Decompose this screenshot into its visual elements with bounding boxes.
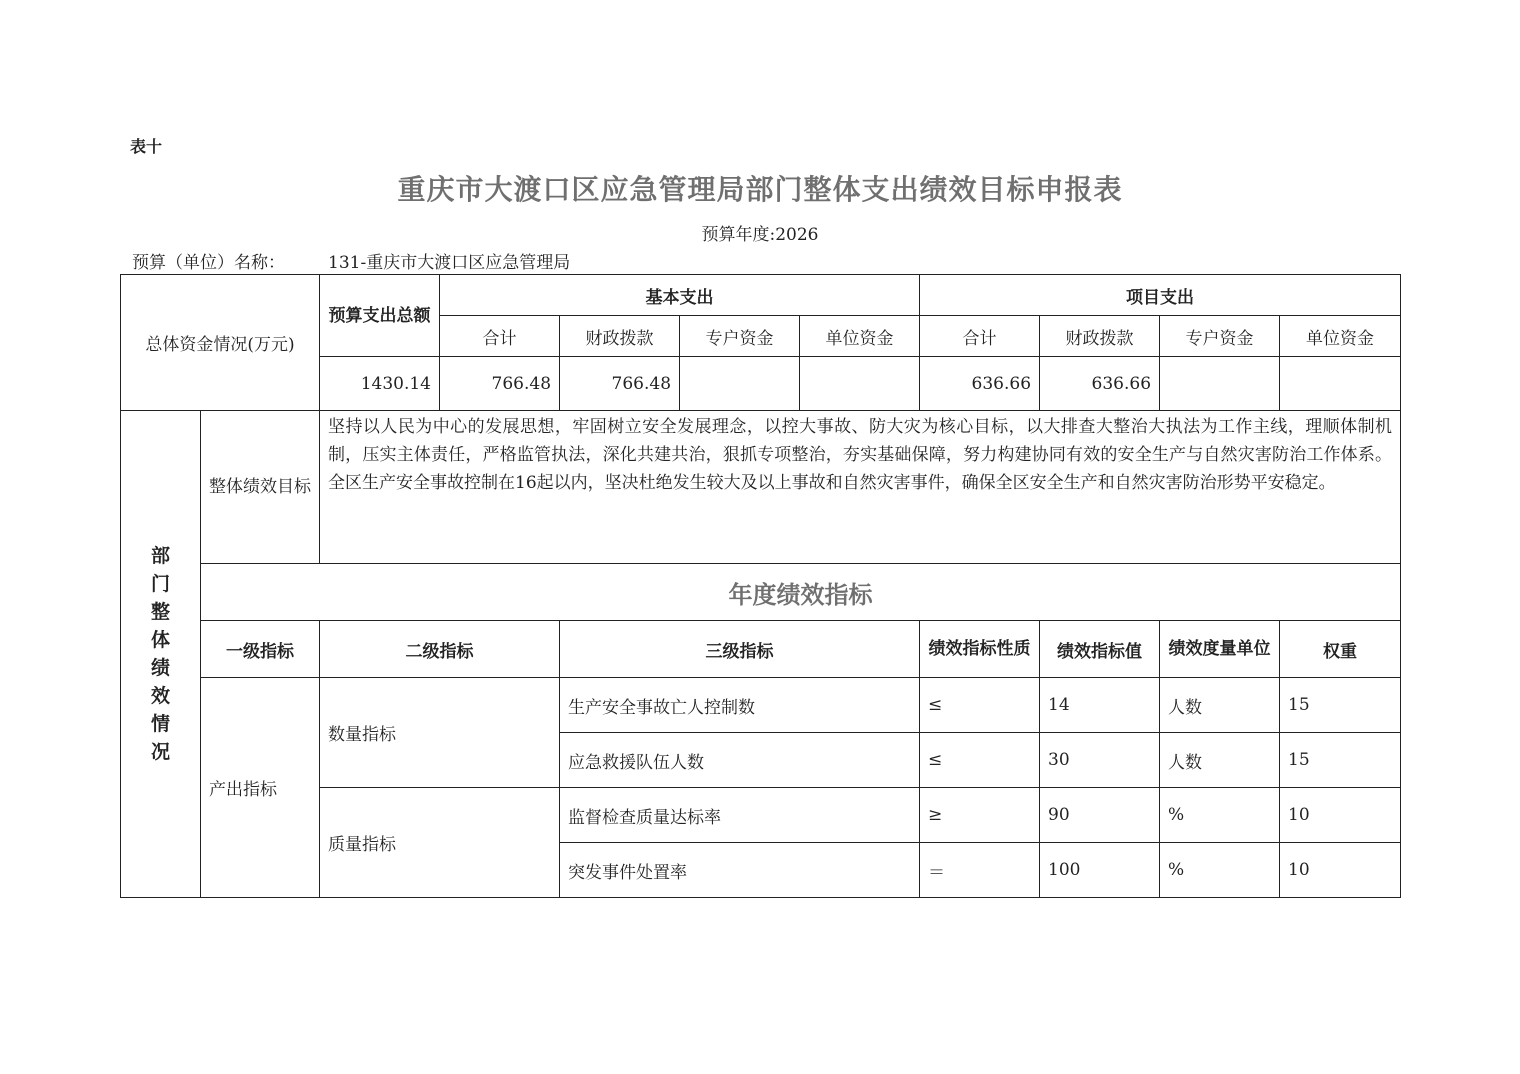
col-header-value: 绩效指标值 [1040,621,1160,678]
indicator-value: 14 [1040,678,1160,733]
level1-indicator: 产出指标 [201,678,320,898]
indicator-weight: 15 [1280,733,1401,788]
project-expense-header: 项目支出 [920,275,1401,316]
budget-unit [132,248,570,273]
sub-header: 单位资金 [800,316,920,357]
basic-special-value [680,357,800,411]
basic-unit-value [800,357,920,411]
sub-header: 合计 [920,316,1040,357]
level3-indicator: 突发事件处置率 [560,843,920,898]
indicator-unit: % [1160,788,1280,843]
basic-total-value: 766.48 [440,357,560,411]
total-budget-header: 预算支出总额 [320,275,440,357]
indicator-nature: ＝ [920,843,1040,898]
performance-table [120,274,1401,898]
unit-name: 131-重庆市大渡口区应急管理局 [328,253,571,273]
sub-header: 专户资金 [1160,316,1280,357]
indicator-weight: 15 [1280,678,1401,733]
annual-indicators-title: 年度绩效指标 [201,564,1401,621]
goal-text: 坚持以人民为中心的发展思想，牢固树立安全发展理念，以控大事故、防大灾为核心目标，以大排查大整治大执法为工作主线，理顺体制机制，压实主体责任，严格监管执法，深化共建共治，狠抓专项整治，夯实基础保障，努力构建协同有效的安全生产与自然灾害防治工作体系。全区生产安全事故控制在16起以内，坚决杜绝发生较大及以上事故和自然灾害事件，确保全区安全生产和自然灾害防治形势平安稳定。 [320,411,1401,564]
sub-header: 合计 [440,316,560,357]
level2-indicator: 数量指标 [320,678,560,788]
indicator-unit: 人数 [1160,733,1280,788]
indicator-value: 100 [1040,843,1160,898]
col-header-level2: 二级指标 [320,621,560,678]
page-title: 重庆市大渡口区应急管理局部门整体支出绩效目标申报表 [397,173,1123,206]
sub-header: 财政拨款 [1040,316,1160,357]
col-header-level1: 一级指标 [201,621,320,678]
indicator-value: 90 [1040,788,1160,843]
project-fiscal-value: 636.66 [1040,357,1160,411]
indicator-weight: 10 [1280,788,1401,843]
goal-label: 整体绩效目标 [201,411,320,564]
sub-header: 专户资金 [680,316,800,357]
budget-year: 预算年度:2026 [701,225,819,245]
indicator-nature: ≤ [920,733,1040,788]
total-budget-value: 1430.14 [320,357,440,411]
unit-label: 预算（单位）名称： [132,253,285,273]
project-total-value: 636.66 [920,357,1040,411]
project-unit-value [1280,357,1401,411]
page-label: 表十 [130,137,163,156]
level3-indicator: 监督检查质量达标率 [560,788,920,843]
col-header-weight: 权重 [1280,621,1401,678]
level3-indicator: 生产安全事故亡人控制数 [560,678,920,733]
basic-expense-header: 基本支出 [440,275,920,316]
level3-indicator: 应急救援队伍人数 [560,733,920,788]
sub-header: 单位资金 [1280,316,1401,357]
indicator-nature: ≤ [920,678,1040,733]
level2-indicator: 质量指标 [320,788,560,898]
sub-header: 财政拨款 [560,316,680,357]
col-header-level3: 三级指标 [560,621,920,678]
col-header-unit: 绩效度量单位 [1160,621,1280,678]
col-header-nature: 绩效指标性质 [920,621,1040,678]
indicator-unit: 人数 [1160,678,1280,733]
indicator-value: 30 [1040,733,1160,788]
basic-fiscal-value: 766.48 [560,357,680,411]
indicator-nature: ≥ [920,788,1040,843]
project-special-value [1160,357,1280,411]
funds-row-label: 总体资金情况(万元) [121,275,320,411]
section-label: 部 门 整 体 绩 效 情 况 [121,411,201,898]
indicator-weight: 10 [1280,843,1401,898]
indicator-unit: % [1160,843,1280,898]
